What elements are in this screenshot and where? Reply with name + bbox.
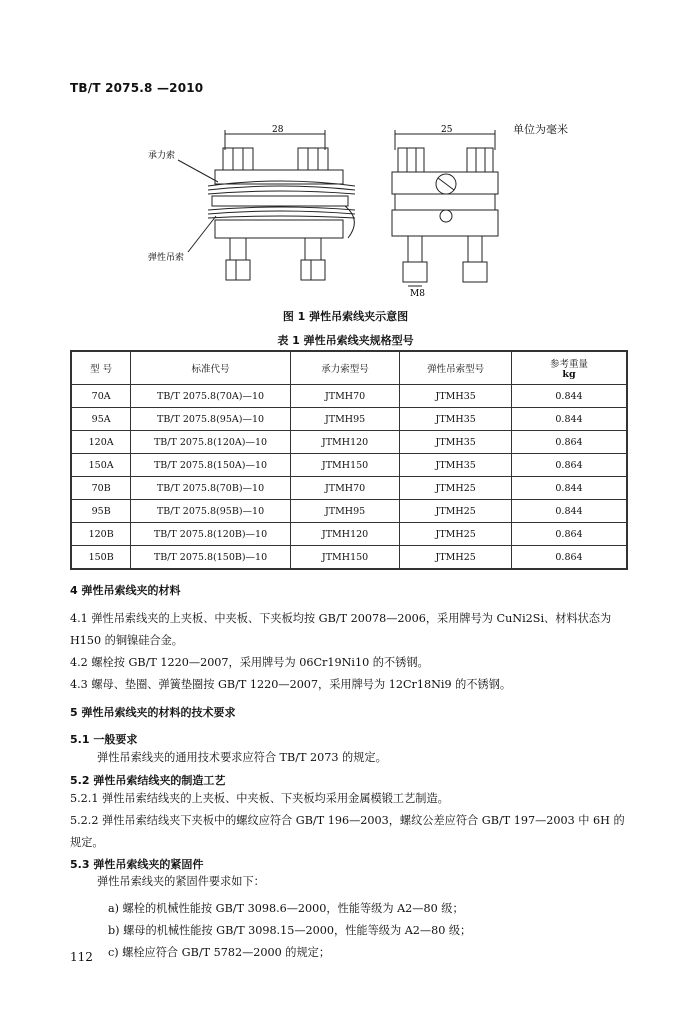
cell-model: 120B	[71, 523, 131, 546]
cell-standard: TB/T 2075.8(120B)—10	[131, 523, 290, 546]
clamp-figure	[130, 120, 530, 300]
lower-plate	[215, 220, 343, 238]
table-row	[71, 454, 627, 477]
cell-standard: TB/T 2075.8(95B)—10	[131, 500, 290, 523]
table-header-row	[71, 351, 627, 385]
cell-model: 70B	[71, 477, 131, 500]
cell-bearing: JTMH95	[290, 500, 400, 523]
clause-5-1-text: 弹性吊索线夹的通用技术要求应符合 TB/T 2073 的规定。	[97, 751, 387, 764]
cell-standard: TB/T 2075.8(120A)—10	[131, 431, 290, 454]
cell-weight: 0.844	[511, 500, 627, 523]
clause-5-2-1: 5.2.1 弹性吊索结线夹的上夹板、中夹板、下夹板均采用金属模锻工艺制造。	[70, 792, 449, 805]
figure-caption: 图 1 弹性吊索线夹示意图	[282, 310, 409, 323]
cell-model: 120A	[71, 431, 131, 454]
table-row	[71, 431, 627, 454]
nut-top-left	[223, 148, 253, 170]
side-middle-plate	[395, 194, 495, 210]
section-5-title: 5 弹性吊索线夹的材料的技术要求	[70, 706, 236, 719]
col-header-elastic: 弹性吊索型号	[400, 351, 512, 385]
dim-right-label: 25	[441, 125, 453, 135]
elastic-cable	[208, 207, 355, 210]
side-bolt-right	[468, 236, 482, 262]
leader-bearing	[178, 160, 218, 182]
table-caption: 表 1 弹性吊索线夹规格型号	[277, 334, 414, 347]
clause-4-1: 4.1 弹性吊索线夹的上夹板、中夹板、下夹板均按 GB/T 20078—2006，采用牌号为 CuNi2Si、材料状态为 H150 的铜镍硅合金。	[70, 612, 612, 647]
list-item: b) 螺母的机械性能按 GB/T 3098.15—2000，性能等级为 A2—80 级；	[108, 924, 472, 937]
cell-weight: 0.844	[511, 408, 627, 431]
cell-bearing: JTMH70	[290, 385, 400, 408]
cell-elastic: JTMH35	[400, 408, 512, 431]
bolt-size-label: M8	[410, 289, 425, 299]
cell-standard: TB/T 2075.8(150A)—10	[131, 454, 290, 477]
spec-table	[70, 350, 628, 570]
cell-weight: 0.864	[511, 546, 627, 570]
bearing-cable-label: 承力索	[148, 151, 176, 161]
side-nut-bottom-left	[403, 262, 427, 282]
elastic-cable-label: 弹性吊索	[148, 253, 185, 263]
cell-bearing: JTMH120	[290, 523, 400, 546]
cell-elastic: JTMH35	[400, 385, 512, 408]
leader-elastic	[188, 216, 216, 252]
table-row	[71, 546, 627, 570]
col-header-standard: 标准代号	[131, 351, 290, 385]
cell-weight: 0.864	[511, 454, 627, 477]
clamp-drawing	[130, 120, 530, 300]
cell-model: 95A	[71, 408, 131, 431]
bolt-left	[230, 238, 246, 260]
cell-model: 150A	[71, 454, 131, 477]
page-number: 112	[70, 950, 93, 964]
clause-4-2: 4.2 螺栓按 GB/T 1220—2007，采用牌号为 06Cr19Ni10 的不锈钢。	[70, 656, 429, 669]
cell-standard: TB/T 2075.8(150B)—10	[131, 546, 290, 570]
cell-model: 150B	[71, 546, 131, 570]
cell-bearing: JTMH70	[290, 477, 400, 500]
list-item: a) 螺栓的机械性能按 GB/T 3098.6—2000，性能等级为 A2—80 级；	[108, 902, 464, 915]
nut-bottom-right	[301, 260, 325, 280]
col-header-bearing: 承力索型号	[290, 351, 400, 385]
nut-bottom-left	[226, 260, 250, 280]
cell-bearing: JTMH95	[290, 408, 400, 431]
cell-elastic: JTMH35	[400, 431, 512, 454]
col-header-model: 型 号	[71, 351, 131, 385]
nut-top-right	[298, 148, 328, 170]
weight-unit: kg	[562, 369, 576, 381]
cell-model: 70A	[71, 385, 131, 408]
cell-model: 95B	[71, 500, 131, 523]
clause-5-2-2: 5.2.2 弹性吊索结线夹下夹板中的螺纹应符合 GB/T 196—2003，螺纹公差应符合 GB/T 197—2003 中 6H 的规定。	[70, 814, 625, 849]
table-row	[71, 500, 627, 523]
clause-5-1-title: 5.1 一般要求	[70, 733, 138, 746]
table-row	[71, 523, 627, 546]
middle-plate	[212, 196, 348, 206]
bolt-right	[305, 238, 321, 260]
cell-elastic: JTMH25	[400, 477, 512, 500]
table-row	[71, 408, 627, 431]
side-nut-right	[467, 148, 493, 172]
col-header-weight	[511, 351, 627, 385]
table-row	[71, 477, 627, 500]
cable-end	[345, 206, 354, 238]
cell-bearing: JTMH150	[290, 454, 400, 477]
cell-weight: 0.864	[511, 523, 627, 546]
clause-5-3-title: 5.3 弹性吊索线夹的紧固件	[70, 858, 204, 871]
clause-4-3: 4.3 螺母、垫圈、弹簧垫圈按 GB/T 1220—2007，采用牌号为 12Cr18Ni9 的不锈钢。	[70, 678, 512, 691]
cell-standard: TB/T 2075.8(70A)—10	[131, 385, 290, 408]
dim-left-label: 28	[272, 125, 284, 135]
clause-5-2-title: 5.2 弹性吊索结线夹的制造工艺	[70, 774, 226, 787]
side-bolt-left	[408, 236, 422, 262]
cell-weight: 0.844	[511, 385, 627, 408]
cell-weight: 0.864	[511, 431, 627, 454]
side-elastic-cable	[440, 210, 452, 222]
upper-plate	[215, 170, 343, 184]
doc-header-code: TB/T 2075.8 —2010	[70, 81, 204, 95]
cell-elastic: JTMH25	[400, 500, 512, 523]
side-nut-bottom-right	[463, 262, 487, 282]
cell-bearing: JTMH120	[290, 431, 400, 454]
side-nut-left	[398, 148, 424, 172]
list-item: c) 螺栓应符合 GB/T 5782—2000 的规定；	[108, 946, 331, 959]
table-row	[71, 385, 627, 408]
cell-bearing: JTMH150	[290, 546, 400, 570]
cell-elastic: JTMH35	[400, 454, 512, 477]
cell-standard: TB/T 2075.8(70B)—10	[131, 477, 290, 500]
unit-note: 单位为毫米	[513, 123, 568, 136]
cell-standard: TB/T 2075.8(95A)—10	[131, 408, 290, 431]
clause-5-3-text: 弹性吊索线夹的紧固件要求如下：	[97, 875, 265, 888]
cell-weight: 0.844	[511, 477, 627, 500]
side-lower-plate	[392, 210, 498, 236]
weight-header-label: 参考重量	[549, 359, 588, 371]
section-4-title: 4 弹性吊索线夹的材料	[70, 584, 181, 597]
cell-elastic: JTMH25	[400, 546, 512, 570]
cell-elastic: JTMH25	[400, 523, 512, 546]
